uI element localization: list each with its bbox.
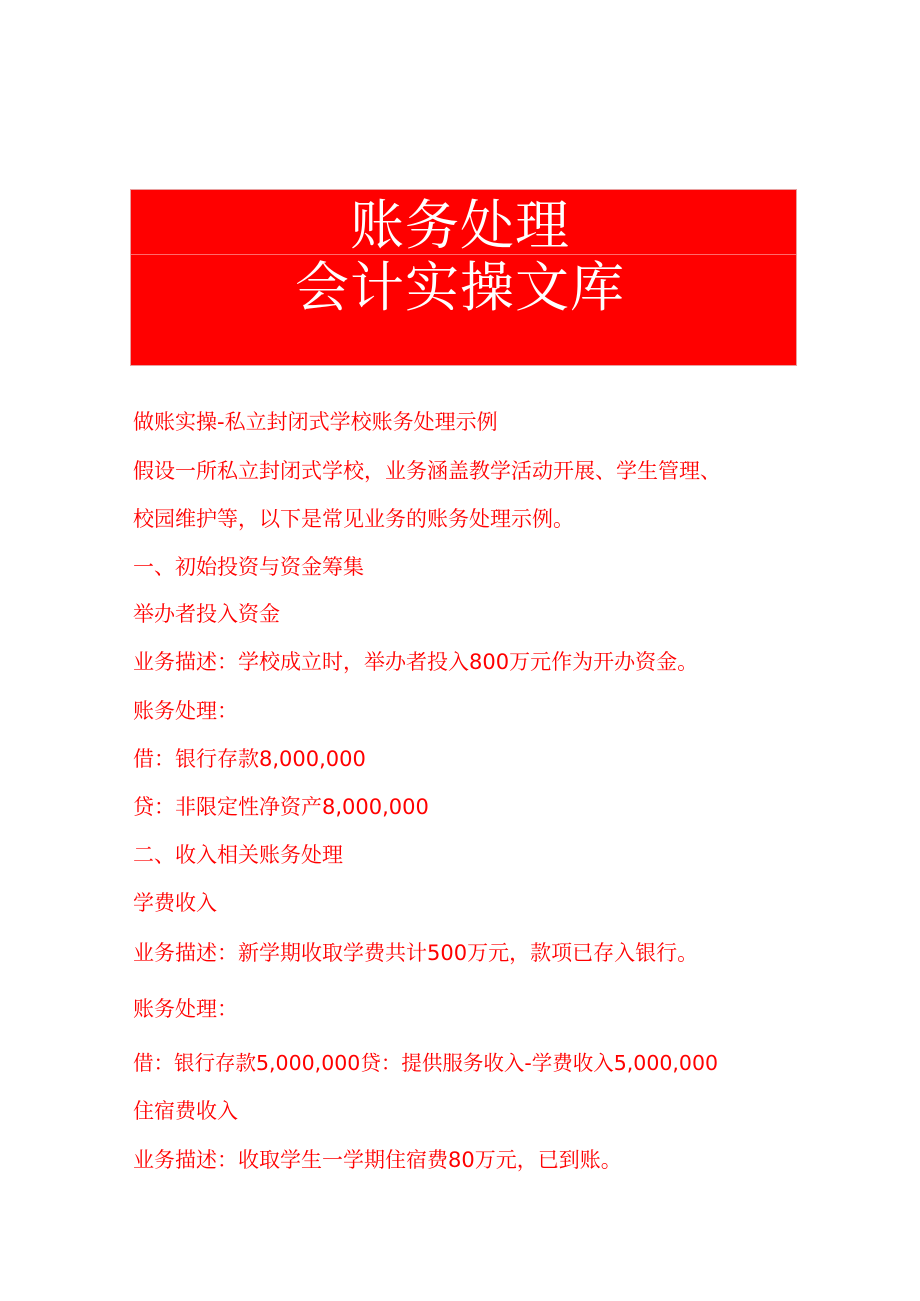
document-heading: 做账实操-私立封闭式学校账务处理示例: [133, 410, 498, 434]
paragraph-line: 业务描述：学校成立时，举办者投入800万元作为开办资金。: [133, 650, 699, 674]
banner-title-line2: 会计实操文库: [295, 256, 625, 319]
paragraph-line: 业务描述：新学期收取学费共计500万元，款项已存入银行。: [133, 941, 699, 965]
banner-title-line1: 账务处理: [350, 194, 570, 257]
journal-entry-line: 借：银行存款5,000,000贷：提供服务收入-学费收入5,000,000: [133, 1051, 719, 1075]
journal-entry-line: 借：银行存款8,000,000: [133, 747, 366, 771]
subsection-heading: 学费收入: [133, 891, 217, 915]
paragraph-line: 业务描述：收取学生一学期住宿费80万元，已到账。: [133, 1148, 622, 1172]
subsection-heading: 住宿费收入: [133, 1099, 238, 1123]
paragraph-line: 账务处理：: [133, 699, 238, 723]
subsection-heading: 举办者投入资金: [133, 602, 280, 626]
section-heading: 二、收入相关账务处理: [133, 843, 343, 867]
paragraph-line: 假设一所私立封闭式学校，业务涵盖教学活动开展、学生管理、: [133, 459, 721, 483]
paragraph-line: 校园维护等，以下是常见业务的账务处理示例。: [133, 507, 574, 531]
journal-entry-line: 贷：非限定性净资产8,000,000: [133, 795, 429, 819]
section-heading: 一、初始投资与资金筹集: [133, 555, 364, 579]
paragraph-line: 账务处理：: [133, 997, 238, 1021]
